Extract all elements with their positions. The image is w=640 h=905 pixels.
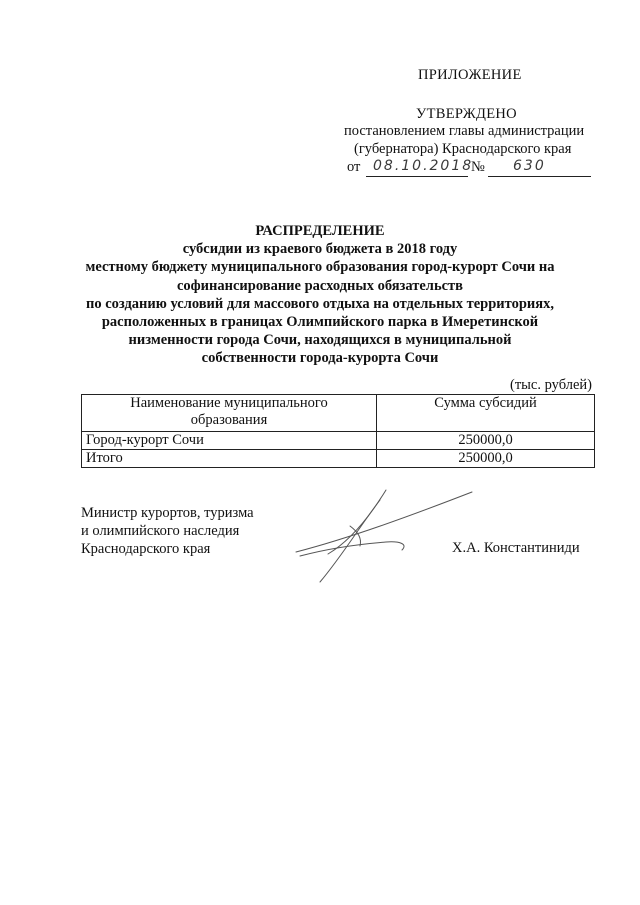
approved-label: УТВЕРЖДЕНО [416, 106, 517, 122]
subsidy-distribution-table [81, 394, 595, 468]
number-underline [488, 176, 591, 177]
decree-line-1: постановлением главы администрации [344, 123, 585, 139]
date-underline [366, 176, 468, 177]
date-prefix: от [347, 159, 361, 175]
units-label: (тыс. рублей) [510, 377, 592, 393]
header-municipality-line-1: Наименование муниципального [130, 395, 328, 411]
handwritten-date: 08.10.2018 [373, 158, 474, 174]
decree-line-2: (губернатора) Краснодарского края [354, 141, 572, 157]
title-line-6: расположенных в границах Олимпийского парка в Имеретинской [101, 314, 539, 331]
signer-name: Х.А. Константиниди [452, 540, 580, 556]
header-subsidy-sum: Сумма субсидий [377, 395, 595, 432]
handwritten-number: 630 [513, 158, 546, 174]
title-line-1: РАСПРЕДЕЛЕНИЕ [255, 223, 385, 239]
table-row-total [82, 450, 595, 468]
signer-title-line-2: и олимпийского наследия [81, 523, 240, 539]
title-line-3: местному бюджету муниципального образования город-курорт Сочи на [85, 259, 555, 276]
header-municipality-line-2: образования [190, 412, 268, 428]
table-row [82, 432, 595, 450]
title-line-2: субсидии из краевого бюджета в 2018 году [182, 241, 458, 258]
document-title [60, 222, 580, 368]
title-line-5: по созданию условий для массового отдыха на отдельных территориях, [85, 295, 554, 312]
signer-title-line-1: Министр курортов, туризма [81, 505, 254, 521]
row-municipality-name: Город-курорт Сочи [82, 432, 377, 450]
number-prefix: № [471, 159, 485, 175]
decree-date-row [347, 159, 591, 179]
handwritten-signature [290, 486, 480, 586]
total-label: Итого [82, 450, 377, 468]
header-municipality [82, 395, 377, 432]
table-header-row [82, 395, 595, 432]
title-line-4: софинансирование расходных обязательств [176, 277, 464, 294]
appendix-label: ПРИЛОЖЕНИЕ [418, 67, 522, 83]
row-subsidy-sum: 250000,0 [377, 432, 595, 450]
total-sum: 250000,0 [377, 450, 595, 468]
signer-title-line-3: Краснодарского края [81, 541, 211, 557]
title-line-7: низменности города Сочи, находящихся в муниципальной [128, 332, 512, 349]
title-line-8: собственности города-курорта Сочи [201, 350, 439, 367]
